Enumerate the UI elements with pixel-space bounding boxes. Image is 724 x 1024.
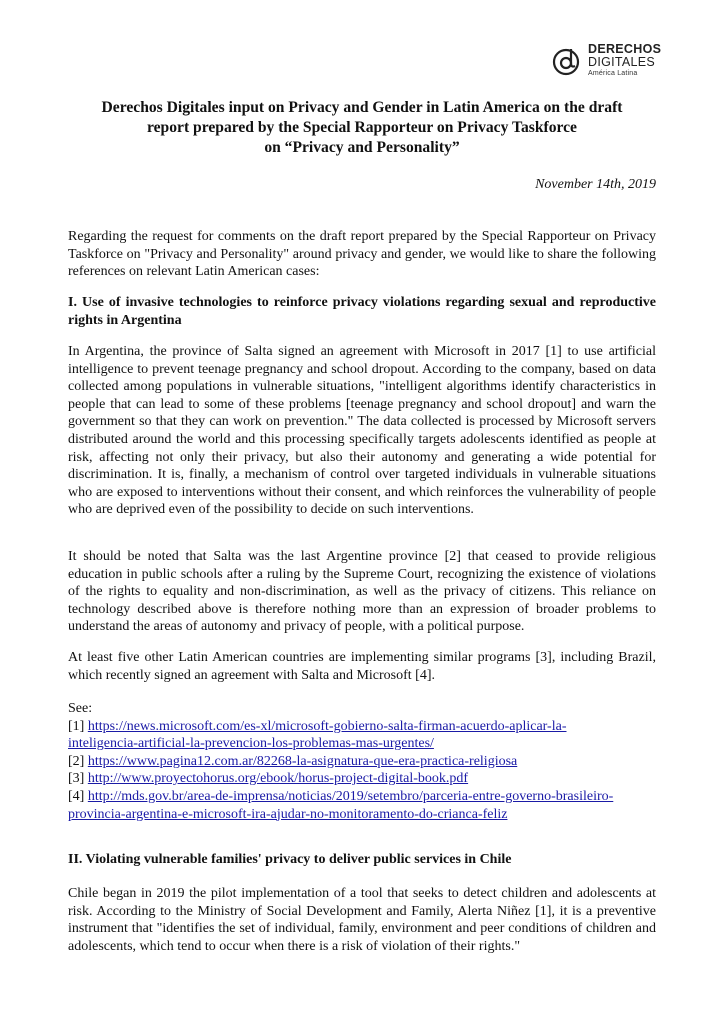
intro-paragraph: Regarding the request for comments on the draft report prepared by the Special Rapporteur on Privacy Taskforce on "Privacy and Personality" around privacy and gender, we would like to share the following references on relevant Latin American cases: — [68, 229, 656, 280]
title-line-3: on “Privacy and Personality” — [264, 139, 460, 156]
link-text-line-1: http://mds.gov.br/area-de-imprensa/noticias/2019/setembro/parceria-entre-governo-brasileiro- — [87, 788, 614, 804]
link-text-line-1: https://news.microsoft.com/es-xl/microsoft-gobierno-salta-firman-acuerdo-aplicar-la- — [87, 718, 567, 734]
reference-2 — [68, 753, 668, 771]
logo-line-2: DIGITALES — [588, 55, 656, 69]
section-2-paragraph-1: Chile began in 2019 the pilot implementation of a tool that seeks to detect children and adolescents at risk. According to the Ministry of Social Development and Family, Alerta Niñez [1], it is a preventive instrument that "identifies the set of individual, family, environment and peer conditions of children and adolescents, which tend to occur when there is a risk of violation of their rights." — [68, 886, 656, 954]
document-title — [60, 98, 664, 158]
link-text-line-2: inteligencia-artificial-la-prevencion-los-problemas-mas-urgentes/ — [68, 736, 434, 752]
reference-4 — [68, 788, 668, 823]
section-1-paragraph-2: It should be noted that Salta was the last Argentine province [2] that ceased to provide religious education in public schools after a ruling by the Supreme Court, recognizing the existence of violations of the rights to equality and non-discrimination, as well as the privacy of citizens. This reliance on technology described above is therefore nothing more than an expression of broader problems to understand the areas of autonomy and privacy of people, with a political purpose. — [68, 549, 656, 635]
title-line-2: report prepared by the Special Rapporteur on Privacy Taskforce — [147, 119, 577, 136]
document-date: November 14th, 2019 — [535, 177, 656, 192]
reference-3-link[interactable]: http://www.proyectohorus.org/ebook/horus-project-digital-book.pdf — [87, 771, 469, 787]
section-1-heading: I. Use of invasive technologies to reinforce privacy violations regarding sexual and reproductive rights in Argentina — [68, 295, 656, 328]
reference-3 — [68, 770, 668, 788]
title-line-1: Derechos Digitales input on Privacy and Gender in Latin America on the draft — [101, 99, 623, 116]
section-1-paragraph-3: At least five other Latin American countries are implementing similar programs [3], including Brazil, which recently signed an agreement with Salta and Microsoft [4]. — [68, 650, 656, 683]
section-2-heading: II. Violating vulnerable families' privacy to deliver public services in Chile — [68, 852, 512, 867]
reference-1-link[interactable] — [68, 719, 567, 752]
reference-4-link[interactable] — [68, 789, 613, 822]
see-label: See: — [68, 701, 93, 716]
logo-wordmark — [588, 43, 661, 78]
references-list — [68, 700, 668, 823]
link-text-line-2: provincia-argentina-e-microsoft-ira-ajudar-no-monitoramento-do-crianca-feliz — [68, 806, 508, 822]
reference-2-link[interactable]: https://www.pagina12.com.ar/82268-la-asignatura-que-era-practica-religiosa — [87, 753, 518, 769]
section-1-paragraph-1: In Argentina, the province of Salta signed an agreement with Microsoft in 2017 [1] to use artificial intelligence to prevent teenage pregnancy and school dropout. According to the company, based on data collected among populations in vulnerable situations, "intelligent algorithms identify characteristics in people that can lead to some of these problems [teenage pregnancy and school dropout] and warn the government so that they can work on prevention." The data collected is processed by Microsoft servers distributed around the world and this processing specifically targets adolescents identified as people at risk, affecting not only their privacy, but also their autonomy and generating a wide potential for discrimination. It is, finally, a mechanism of control over targeted individuals in vulnerable situations who are exposed to interventions without their consent, and which reinforces the vulnerability of people who are deprived even of the possibility to decide on such interventions. — [68, 344, 656, 518]
reference-number: [1] — [68, 718, 85, 734]
logo-line-1: DERECHOS — [588, 42, 662, 56]
at-sign-logo-icon — [552, 46, 582, 76]
reference-number: [4] — [68, 788, 85, 804]
logo-line-3: América Latina — [588, 70, 638, 77]
reference-number: [3] — [68, 771, 85, 787]
reference-1 — [68, 718, 668, 753]
reference-number: [2] — [68, 753, 85, 769]
derechos-digitales-logo — [552, 42, 682, 82]
